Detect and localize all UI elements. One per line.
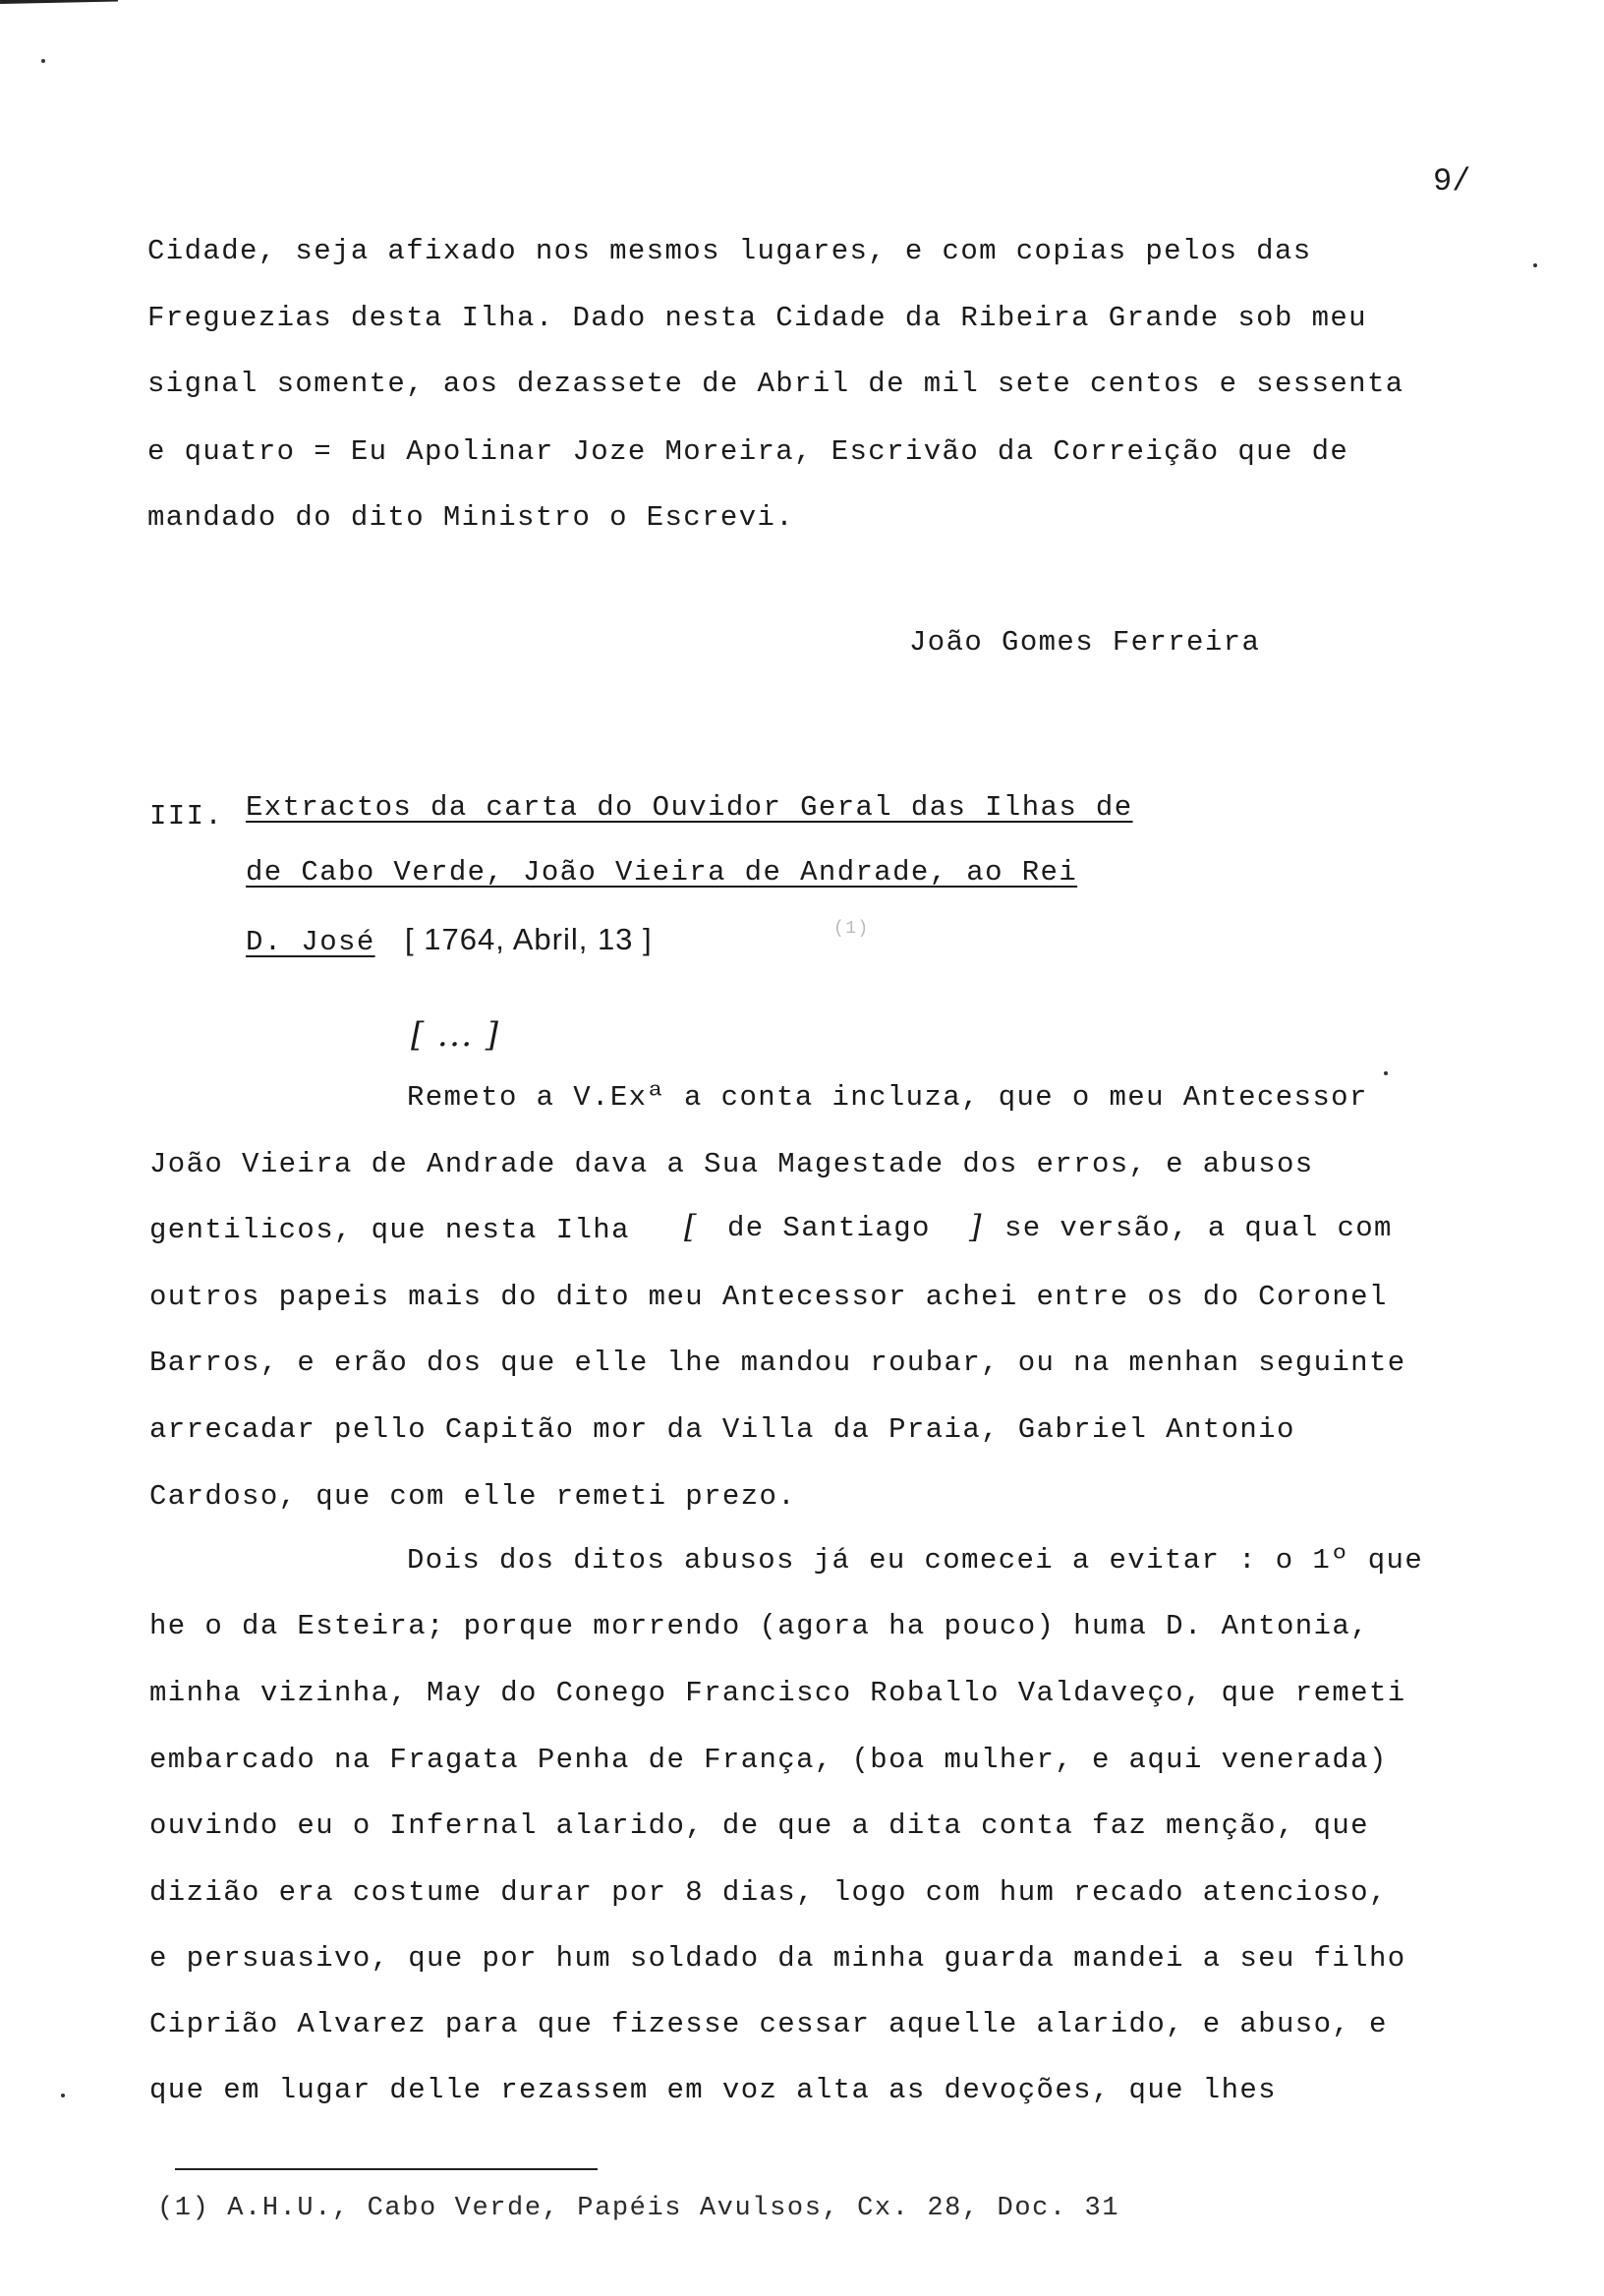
paragraph-2-line-4: outros papeis mais do dito meu Antecessor achei entre os do Coronel bbox=[149, 1281, 1388, 1313]
paragraph-3-line-7: e persuasivo, que por hum soldado da minha guarda mandei a seu filho bbox=[149, 1942, 1406, 1975]
scan-speck bbox=[41, 59, 45, 63]
paragraph-3-line-2: he o da Esteira; porque morrendo (agora ha pouco) huma D. Antonia, bbox=[149, 1610, 1369, 1642]
paragraph-3-line-3: minha vizinha, May do Conego Francisco Roballo Valdaveço, que remeti bbox=[149, 1677, 1406, 1709]
paragraph-2-line-1: Remeto a V.Exª a conta incluza, que o meu Antecessor bbox=[407, 1081, 1368, 1114]
paragraph-1-line-3: signal somente, aos dezassete de Abril de mil sete centos e sessenta bbox=[147, 368, 1404, 400]
signature: João Gomes Ferreira bbox=[909, 626, 1261, 659]
paragraph-2-line-6: arrecadar pello Capitão mor da Villa da Praia, Gabriel Antonio bbox=[149, 1413, 1295, 1446]
section-number: III. bbox=[149, 800, 224, 832]
section-title-line-3: D. José bbox=[246, 926, 375, 958]
section-title-line-2: de Cabo Verde, João Vieira de Andrade, ao Rei bbox=[246, 856, 1078, 889]
paragraph-1-line-1: Cidade, seja afixado nos mesmos lugares, e com copias pelos das bbox=[147, 235, 1312, 267]
scan-speck bbox=[61, 2094, 65, 2097]
paragraph-3-line-8: Ciprião Alvarez para que fizesse cessar aquelle alarido, e abuso, e bbox=[149, 2008, 1388, 2040]
section-title-line-1: Extractos da carta do Ouvidor Geral das Ilhas de bbox=[246, 791, 1133, 824]
paragraph-2-line-7: Cardoso, que com elle remeti prezo. bbox=[149, 1480, 797, 1513]
paragraph-1-line-4: e quatro = Eu Apolinar Joze Moreira, Escrivão da Correição que de bbox=[147, 435, 1349, 468]
section-date-bracket: [ 1764, Abril, 13 ] bbox=[405, 922, 653, 956]
paragraph-3-line-4: embarcado na Fragata Penha de França, (boa mulher, e aqui venerada) bbox=[149, 1744, 1388, 1776]
bracket-open: [ bbox=[684, 1208, 698, 1245]
paragraph-1-line-5: mandado do dito Ministro o Escrevi. bbox=[147, 501, 795, 534]
paragraph-2-line-3-insert: de Santiago bbox=[727, 1212, 931, 1244]
footnote-reference: (1) bbox=[833, 919, 870, 939]
scan-speck bbox=[1533, 263, 1537, 267]
paragraph-3-line-6: dizião era costume durar por 8 dias, logo com hum recado atencioso, bbox=[149, 1876, 1388, 1909]
bracket-close: ] bbox=[969, 1208, 983, 1245]
scan-speck bbox=[1384, 1071, 1388, 1075]
scan-edge-mark bbox=[0, 0, 118, 12]
paragraph-3-line-5: ouvindo eu o Infernal alarido, de que a dita conta faz menção, que bbox=[149, 1809, 1369, 1842]
paragraph-2-line-5: Barros, e erão dos que elle lhe mandou roubar, ou na menhan seguinte bbox=[149, 1347, 1406, 1379]
paragraph-3-line-1: Dois dos ditos abusos já eu comecei a evitar : o 1º que bbox=[407, 1544, 1424, 1577]
paragraph-2-line-2: João Vieira de Andrade dava a Sua Magestade dos erros, e abusos bbox=[149, 1148, 1314, 1180]
page-number: 9/ bbox=[1433, 163, 1471, 200]
ellipsis-bracket: [ ... ] bbox=[411, 1015, 500, 1055]
footnote-separator bbox=[175, 2168, 598, 2170]
paragraph-3-line-9: que em lugar delle rezassem em voz alta as devoções, que lhes bbox=[149, 2074, 1277, 2106]
paragraph-2-line-3b: se versão, a qual com bbox=[1004, 1212, 1393, 1244]
footnote: (1) A.H.U., Cabo Verde, Papéis Avulsos, Cx. 28, Doc. 31 bbox=[157, 2194, 1120, 2223]
paragraph-2-line-3a: gentilicos, que nesta Ilha bbox=[149, 1214, 630, 1246]
paragraph-1-line-2: Freguezias desta Ilha. Dado nesta Cidade da Ribeira Grande sob meu bbox=[147, 302, 1367, 334]
